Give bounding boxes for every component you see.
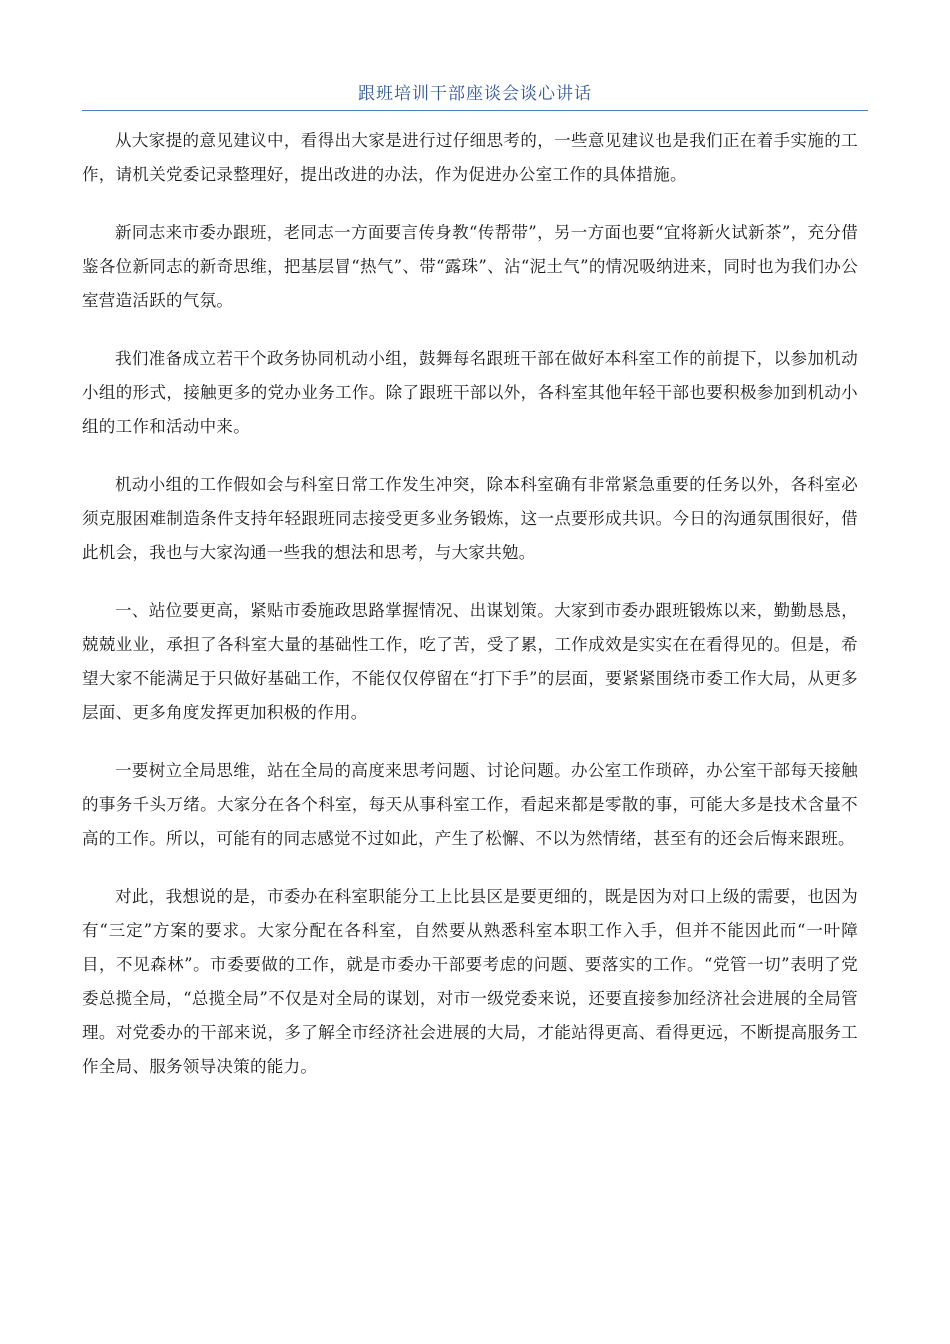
paragraph-4: 机动小组的工作假如会与科室日常工作发生冲突，除本科室确有非常紧急重要的任务以外，各科室必须克服困难制造条件支持年轻跟班同志接受更多业务锻炼，这一点要形成共识。今日的沟通氛围很好，借此机会，我也与大家沟通一些我的想法和思考，与大家共勉。 [82, 475, 858, 562]
paragraph-3: 我们准备成立若干个政务协同机动小组，鼓舞每名跟班干部在做好本科室工作的前提下，以参加机动小组的形式，接触更多的党办业务工作。除了跟班干部以外，各科室其他年轻干部也要积极参加到机动小组的工作和活动中来。 [82, 349, 858, 436]
paragraph-5: 一、站位要更高，紧贴市委施政思路掌握情况、出谋划策。大家到市委办跟班锻炼以来，勤勤恳恳，兢兢业业，承担了各科室大量的基础性工作，吃了苦，受了累，工作成效是实实在在看得见的。但是，希望大家不能满足于只做好基础工作，不能仅仅停留在“打下手”的层面，要紧紧围绕市委工作大局，从更多层面、更多角度发挥更加积极的作用。 [82, 601, 858, 722]
paragraph-2: 新同志来市委办跟班，老同志一方面要言传身教“传帮带”，另一方面也要“宜将新火试新茶”，充分借鉴各位新同志的新奇思维，把基层冒“热气”、带“露珠”、沾“泥土气”的情况吸纳进来，同时也为我们办公室营造活跃的气氛。 [82, 223, 858, 310]
document-body [82, 124, 858, 1108]
paragraph-1: 从大家提的意见建议中，看得出大家是进行过仔细思考的，一些意见建议也是我们正在着手实施的工作，请机关党委记录整理好，提出改进的办法，作为促进办公室工作的具体措施。 [82, 131, 858, 184]
paragraph-6: 一要树立全局思维，站在全局的高度来思考问题、讨论问题。办公室工作琐碎，办公室干部每天接触的事务千头万绪。大家分在各个科室，每天从事科室工作，看起来都是零散的事，可能大多是技术含量不高的工作。所以，可能有的同志感觉不过如此，产生了松懈、不以为然情绪，甚至有的还会后悔来跟班。 [82, 761, 858, 848]
page-header [82, 80, 868, 111]
paragraph-7: 对此，我想说的是，市委办在科室职能分工上比县区是要更细的，既是因为对口上级的需要，也因为有“三定”方案的要求。大家分配在各科室，自然要从熟悉科室本职工作入手，但并不能因此而“一叶障目，不见森林”。市委要做的工作，就是市委办干部要考虑的问题、要落实的工作。“党管一切”表明了党委总揽全局，“总揽全局”不仅是对全局的谋划，对市一级党委来说，还要直接参加经济社会进展的全局管理。对党委办的干部来说，多了解全市经济社会进展的大局，才能站得更高、看得更远，不断提高服务工作全局、服务领导决策的能力。 [82, 887, 858, 1076]
header-title: 跟班培训干部座谈会谈心讲话 [358, 84, 592, 104]
